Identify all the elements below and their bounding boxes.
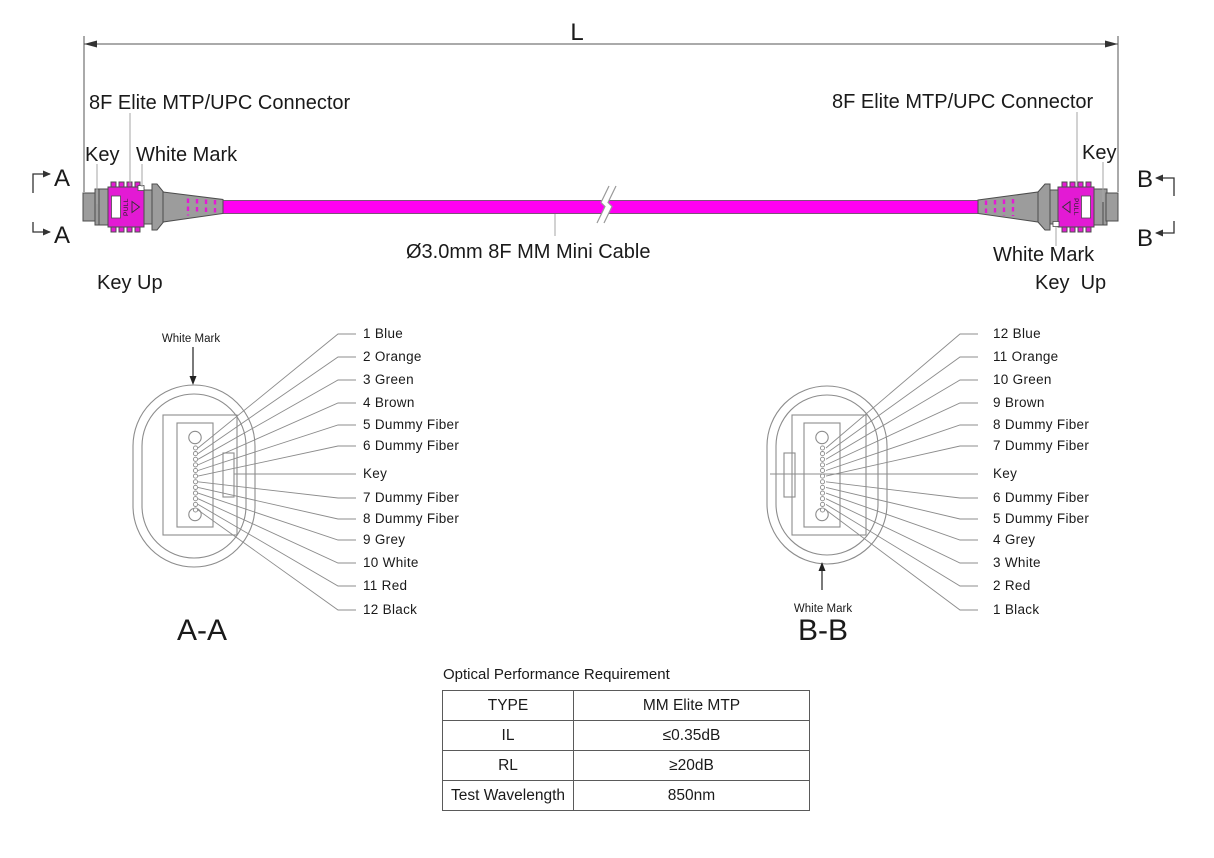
svg-text:Key: Key	[993, 466, 1018, 481]
section-aa-leader-lines	[198, 334, 356, 610]
bb-fiber-labels	[993, 326, 1089, 617]
table-cell-param: Test Wavelength	[443, 781, 574, 811]
svg-text:8 Dummy Fiber: 8 Dummy Fiber	[993, 417, 1090, 432]
svg-text:3 White: 3 White	[993, 555, 1041, 570]
performance-table-title: Optical Performance Requirement	[443, 666, 670, 683]
svg-text:4 Brown: 4 Brown	[363, 395, 415, 410]
section-marker-a	[33, 174, 50, 232]
dimension-label: L	[570, 19, 584, 46]
section-bb-fibers	[820, 446, 824, 512]
table-cell-value: MM Elite MTP	[574, 691, 810, 721]
svg-text:11 Red: 11 Red	[363, 578, 408, 593]
table-cell-value: ≤0.35dB	[574, 721, 810, 751]
right-pull-label: PULL	[1072, 198, 1079, 216]
svg-text:1 Blue: 1 Blue	[363, 326, 404, 341]
bb-white-mark-label: White Mark	[793, 603, 853, 615]
svg-text:6 Dummy Fiber: 6 Dummy Fiber	[993, 490, 1090, 505]
table-row	[443, 751, 810, 781]
right-connector-label: 8F Elite MTP/UPC Connector	[832, 91, 1094, 113]
left-key-label: Key	[85, 144, 120, 166]
left-pull-label: PULL	[123, 198, 130, 216]
aa-fiber-labels	[363, 326, 459, 617]
table-cell-param: RL	[443, 751, 574, 781]
section-label-a-bottom: A	[54, 222, 71, 249]
svg-text:10 White: 10 White	[363, 555, 419, 570]
section-label-b-top: B	[1137, 166, 1154, 193]
svg-text:2 Orange: 2 Orange	[363, 349, 422, 364]
svg-text:11 Orange: 11 Orange	[993, 349, 1059, 364]
table-cell-value: ≥20dB	[574, 751, 810, 781]
section-arrow-a-bottom	[43, 229, 51, 236]
svg-text:9 Brown: 9 Brown	[993, 395, 1045, 410]
right-connector-body	[978, 184, 1118, 230]
left-white-mark-label: White Mark	[136, 144, 238, 166]
right-key-label: Key	[1082, 142, 1117, 164]
table-row	[443, 781, 810, 811]
svg-text:1 Black: 1 Black	[993, 602, 1040, 617]
section-bb-outline	[767, 386, 887, 564]
table-row	[443, 721, 810, 751]
svg-text:5 Dummy Fiber: 5 Dummy Fiber	[363, 417, 460, 432]
left-key-up-label: Key Up	[97, 272, 163, 294]
performance-table	[442, 690, 810, 811]
svg-text:10 Green: 10 Green	[993, 372, 1052, 387]
svg-text:12 Black: 12 Black	[363, 602, 418, 617]
right-white-mark-label: White Mark	[993, 244, 1095, 266]
section-arrow-b-top	[1155, 175, 1163, 182]
section-bb-leader-lines	[770, 334, 978, 610]
section-arrow-a-top	[43, 171, 51, 178]
table-cell-value: 850nm	[574, 781, 810, 811]
top-leader-lines	[97, 112, 1103, 246]
svg-text:4 Grey: 4 Grey	[993, 532, 1036, 547]
section-aa-fibers	[193, 446, 197, 512]
svg-text:6 Dummy Fiber: 6 Dummy Fiber	[363, 438, 460, 453]
aa-white-mark-arrowhead	[190, 376, 197, 385]
bb-section-title: B-B	[797, 614, 849, 647]
svg-text:5 Dummy Fiber: 5 Dummy Fiber	[993, 511, 1090, 526]
svg-text:8 Dummy Fiber: 8 Dummy Fiber	[363, 511, 460, 526]
svg-text:9 Grey: 9 Grey	[363, 532, 406, 547]
right-key-up-label: Key Up	[1035, 272, 1107, 294]
aa-section-title: A-A	[176, 614, 228, 647]
section-arrow-b-bottom	[1155, 230, 1163, 237]
left-connector-label: 8F Elite MTP/UPC Connector	[89, 92, 351, 114]
cable-spec-label: Ø3.0mm 8F MM Mini Cable	[406, 241, 651, 263]
svg-text:7 Dummy Fiber: 7 Dummy Fiber	[363, 490, 460, 505]
table-cell-param: TYPE	[443, 691, 574, 721]
aa-white-mark-label: White Mark	[161, 333, 221, 345]
section-label-b-bottom: B	[1137, 225, 1154, 252]
section-label-a-top: A	[54, 165, 71, 192]
dimension-l	[84, 36, 1118, 192]
table-cell-param: IL	[443, 721, 574, 751]
left-connector-body	[83, 184, 223, 230]
dimension-arrow-left	[84, 41, 97, 48]
svg-text:7 Dummy Fiber: 7 Dummy Fiber	[993, 438, 1090, 453]
section-marker-b	[1156, 178, 1174, 233]
svg-text:3 Green: 3 Green	[363, 372, 414, 387]
dimension-arrow-right	[1105, 41, 1118, 48]
svg-text:2 Red: 2 Red	[993, 578, 1031, 593]
svg-text:12 Blue: 12 Blue	[993, 326, 1041, 341]
svg-text:Key: Key	[363, 466, 388, 481]
table-row	[443, 691, 810, 721]
